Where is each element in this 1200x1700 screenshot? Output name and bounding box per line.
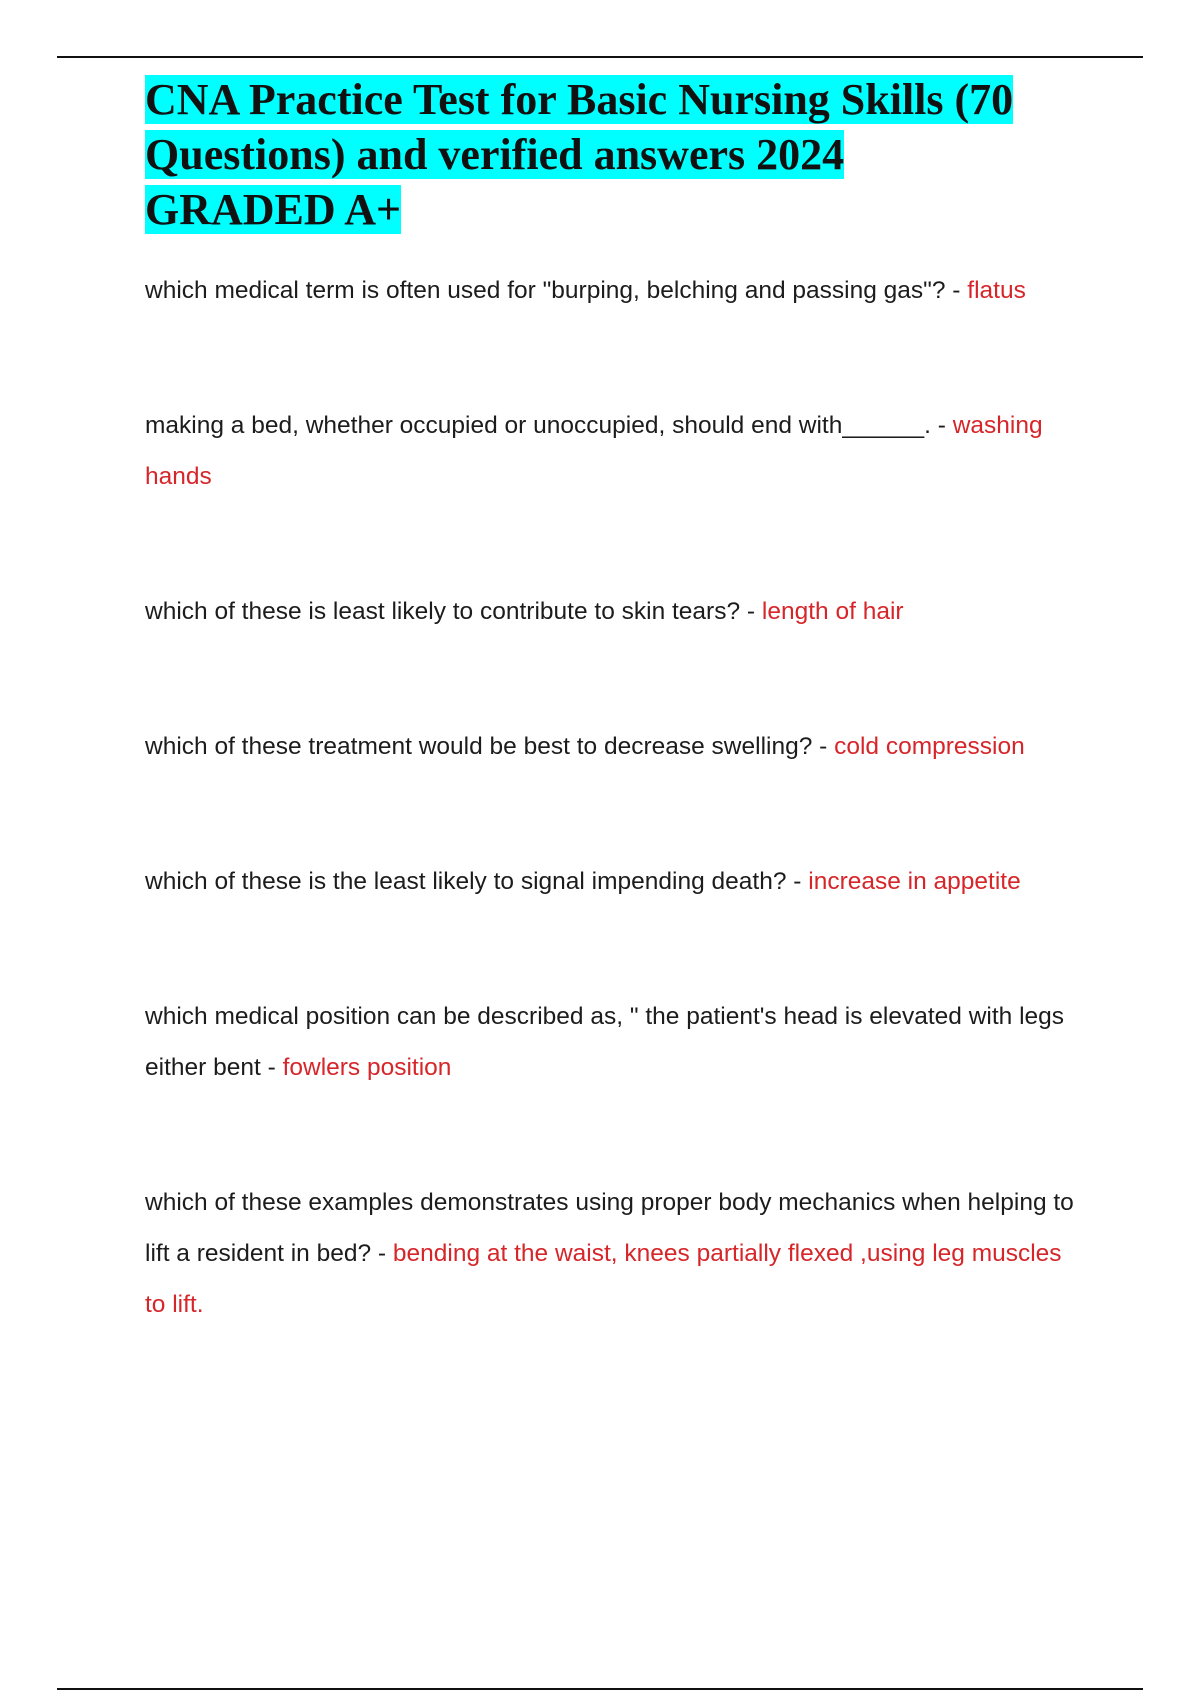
qa-separator: - — [930, 412, 953, 439]
qa-item — [145, 586, 1085, 637]
qa-item — [145, 1177, 1085, 1330]
qa-separator: - — [786, 868, 809, 895]
question-text: which medical position can be described as, " the patient's head is elevated with legs either bent — [145, 1003, 1065, 1081]
question-text: which of these is least likely to contribute to skin tears? — [145, 598, 741, 625]
document-body — [145, 72, 1085, 1330]
answer-text: increase in appetite — [808, 868, 1021, 895]
qa-item — [145, 721, 1085, 772]
bottom-rule — [57, 1688, 1143, 1690]
answer-text: flatus — [967, 277, 1026, 304]
question-text: which of these examples demonstrates using proper body mechanics when helping to lift a resident in bed? — [145, 1189, 1074, 1267]
qa-separator: - — [371, 1240, 393, 1267]
title-highlight: CNA Practice Test for Basic Nursing Skills (70 Questions) and verified answers 2024 GRADED A+ — [145, 75, 1014, 234]
answer-text: fowlers position — [282, 1054, 452, 1081]
qa-item — [145, 856, 1085, 907]
qa-separator: - — [740, 598, 762, 625]
answer-text: bending at the waist, knees partially flexed ,using leg muscles to lift. — [145, 1240, 1062, 1318]
answer-text: cold compression — [834, 733, 1025, 760]
qa-separator: - — [945, 277, 968, 304]
answer-text: length of hair — [761, 598, 904, 625]
qa-item — [145, 265, 1085, 316]
qa-list — [145, 265, 1085, 1330]
qa-item — [145, 400, 1085, 502]
question-text: which medical term is often used for "burping, belching and passing gas"? — [145, 277, 946, 304]
document-title — [145, 72, 1045, 237]
qa-separator: - — [260, 1054, 283, 1081]
qa-separator: - — [812, 733, 835, 760]
top-rule — [57, 56, 1143, 58]
question-text: making a bed, whether occupied or unoccupied, should end with______. — [145, 412, 931, 439]
answer-text: washing hands — [145, 412, 1043, 490]
question-text: which of these is the least likely to signal impending death? — [145, 868, 787, 895]
qa-item — [145, 991, 1085, 1093]
question-text: which of these treatment would be best to decrease swelling? — [145, 733, 813, 760]
